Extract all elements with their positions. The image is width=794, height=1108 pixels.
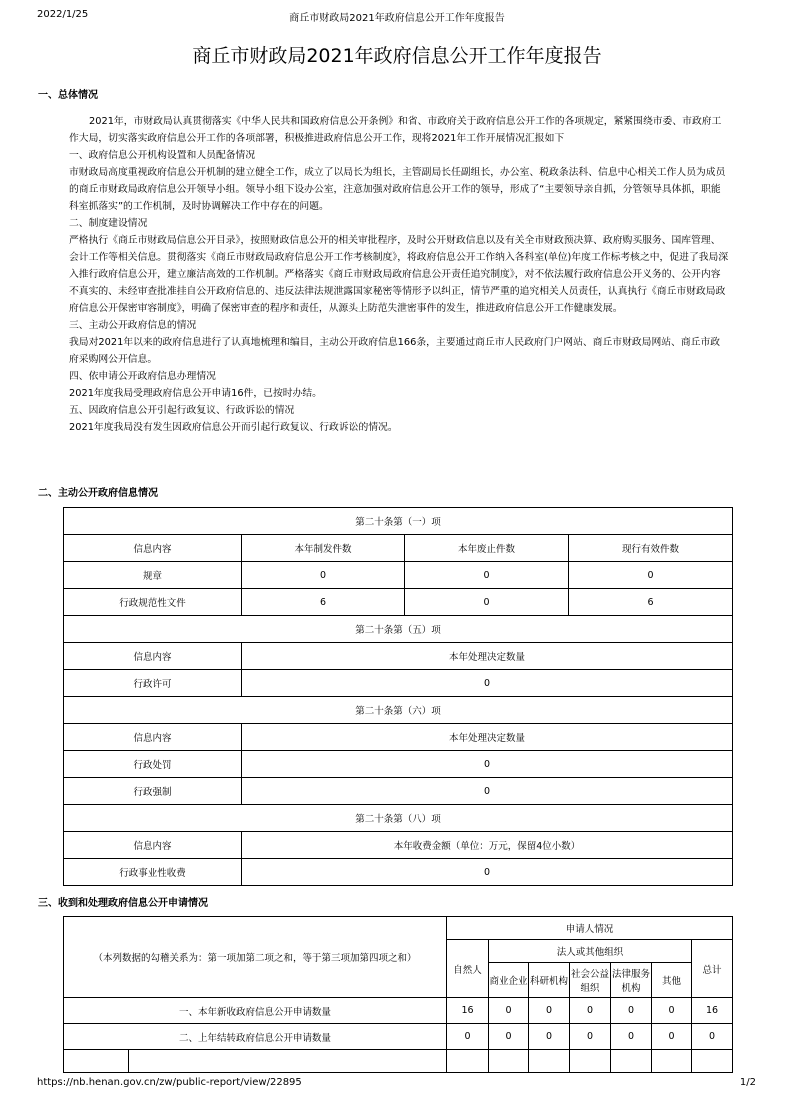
- proactive-disclosure-table: [63, 507, 733, 886]
- table-cell: 0: [529, 998, 570, 1024]
- table-section-title: 第二十条第（一）项: [64, 508, 733, 535]
- print-date: 2022/1/25: [37, 9, 89, 20]
- overview-subheading: 四、依申请公开政府信息办理情况: [69, 371, 216, 382]
- section-heading-proactive: 二、主动公开政府信息情况: [38, 488, 158, 499]
- table-cell: 规章: [64, 562, 242, 589]
- overview-subheading: 一、政府信息公开机构设置和人员配备情况: [69, 150, 256, 161]
- column-header: 科研机构: [529, 963, 570, 998]
- table-cell: 0: [570, 1024, 611, 1050]
- column-header: 本年收费金额（单位：万元，保留4位小数）: [242, 832, 733, 859]
- table-cell: 0: [242, 778, 733, 805]
- print-header-title: 商丘市财政局2021年政府信息公开工作年度报告: [289, 13, 505, 24]
- table-cell: 0: [242, 751, 733, 778]
- table-cell: 0: [405, 589, 569, 616]
- column-header: 本年处理决定数量: [242, 643, 733, 670]
- overview-body: [69, 113, 729, 436]
- table-cell: 0: [570, 998, 611, 1024]
- column-header: 现行有效件数: [569, 535, 733, 562]
- overview-paragraph: 市财政局高度重视政府信息公开机制的建立健全工作，成立了以局长为组长，主管副局长任副组长，办公室、税政条法科、信息中心相关工作人员为成员的商丘市财政局政府信息公开领导小组。领导小组下设办公室，注意加强对政府信息公开工作的领导，形成了“主要领导亲自抓，分管领导具体抓，职能科室抓落实”的工作机制，及时协调解决工作中存在的问题。: [69, 167, 726, 212]
- row-label: 二、上年结转政府信息公开申请数量: [64, 1024, 447, 1050]
- table-row: [64, 998, 733, 1024]
- overview-paragraph: 2021年，市财政局认真贯彻落实《中华人民共和国政府信息公开条例》和省、市政府关于政府信息公开工作的各项规定，紧紧围绕市委、市政府工作大局，切实落实政府信息公开工作的各项部署，积极推进政府信息公开工作，现将2021年工作开展情况汇报如下: [69, 116, 722, 144]
- table-section-title: 第二十条第（八）项: [64, 805, 733, 832]
- table-cell: 0: [652, 998, 692, 1024]
- column-header: 本年废止件数: [405, 535, 569, 562]
- table-cell: 0: [242, 859, 733, 886]
- table-cell: [447, 1050, 489, 1073]
- table-cell: 16: [447, 998, 489, 1024]
- natural-person-header: 自然人: [447, 940, 489, 998]
- table-row: [64, 778, 733, 805]
- table-cell: 6: [242, 589, 405, 616]
- table-section-title: 第二十条第（五）项: [64, 616, 733, 643]
- column-header: 社会公益组织: [570, 963, 611, 998]
- table-cell: 0: [447, 1024, 489, 1050]
- table-cell: 0: [489, 998, 529, 1024]
- column-header: 信息内容: [64, 643, 242, 670]
- table-cell: 0: [611, 998, 652, 1024]
- table-cell: 0: [611, 1024, 652, 1050]
- table-cell: 行政许可: [64, 670, 242, 697]
- column-header: 本年制发件数: [242, 535, 405, 562]
- table-cell: [129, 1050, 447, 1073]
- legal-person-header: 法人或其他组织: [489, 940, 692, 963]
- column-header: 商业企业: [489, 963, 529, 998]
- overview-subheading: 五、因政府信息公开引起行政复议、行政诉讼的情况: [69, 405, 295, 416]
- section-heading-requests: 三、收到和处理政府信息公开申请情况: [38, 898, 208, 909]
- table-cell: 行政规范性文件: [64, 589, 242, 616]
- column-header: 本年处理决定数量: [242, 724, 733, 751]
- column-header: 其他: [652, 963, 692, 998]
- table-cell: 行政处罚: [64, 751, 242, 778]
- row-label: 一、本年新收政府信息公开申请数量: [64, 998, 447, 1024]
- overview-paragraph: 我局对2021年以来的政府信息进行了认真地梳理和编目，主动公开政府信息166条，主要通过商丘市人民政府门户网站、商丘市财政局网站、商丘市政府采购网公开信息。: [69, 337, 721, 365]
- table-cell: 0: [529, 1024, 570, 1050]
- overview-subheading: 三、主动公开政府信息的情况: [69, 320, 197, 331]
- overview-paragraph: 严格执行《商丘市财政局信息公开目录》，按照财政信息公开的相关审批程序，及时公开财政信息以及有关全市财政预决算、政府购买服务、国库管理、会计工作等相关信息。贯彻落实《商丘市财政局政府信息公开工作考核制度》，将政府信息公开工作纳入各科室(单位)年度工作标考核之中，促进了我局深入推行政府信息公开，建立廉洁高效的工作机制。严格落实《商丘市财政局政府信息公开责任追究制度》，对不依法履行政府信息公开义务的、公开内容不真实的、未经审查批准挂自公开政府信息的、违反法律法规泄露国家秘密等情形予以纠正，情节严重的追究相关人员责任，认真执行《商丘市财政局政府信息公开保密审容制度》，明确了保密审查的程序和责任，从源头上防范失泄密事件的发生，推进政府信息公开工作健康发展。: [69, 235, 729, 314]
- table-cell: 0: [569, 562, 733, 589]
- table-cell: 0: [489, 1024, 529, 1050]
- column-header: 法律服务机构: [611, 963, 652, 998]
- table-cell: 6: [569, 589, 733, 616]
- table-cell: 0: [692, 1024, 733, 1050]
- column-header: 信息内容: [64, 832, 242, 859]
- column-header: 信息内容: [64, 724, 242, 751]
- table-cell: 0: [242, 670, 733, 697]
- table-row: [64, 751, 733, 778]
- table-cell: [529, 1050, 570, 1073]
- applicant-header: 申请人情况: [447, 917, 733, 940]
- table-cell: [692, 1050, 733, 1073]
- column-header: 信息内容: [64, 535, 242, 562]
- overview-paragraph: 2021年度我局受理政府信息公开申请16件，已按时办结。: [69, 388, 322, 399]
- table-row: [64, 589, 733, 616]
- table-cell: 0: [405, 562, 569, 589]
- table-cell: [64, 1050, 129, 1073]
- table-row: [64, 859, 733, 886]
- print-page-number: 1/2: [739, 1077, 756, 1088]
- table-row: [64, 562, 733, 589]
- requests-table: [63, 916, 733, 1073]
- overview-subheading: 二、制度建设情况: [69, 218, 148, 229]
- total-header: 总计: [692, 940, 733, 998]
- table-row: [64, 1024, 733, 1050]
- page-title: 商丘市财政局2021年政府信息公开工作年度报告: [192, 45, 602, 67]
- table-cell: [489, 1050, 529, 1073]
- table-cell: 16: [692, 998, 733, 1024]
- table-cell: 行政事业性收费: [64, 859, 242, 886]
- table-section-title: 第二十条第（六）项: [64, 697, 733, 724]
- table-cell: 0: [242, 562, 405, 589]
- print-footer-url: https://nb.henan.gov.cn/zw/public-report/view/22895: [37, 1077, 302, 1088]
- table-row: [64, 670, 733, 697]
- overview-paragraph: 2021年度我局没有发生因政府信息公开而引起行政复议、行政诉讼的情况。: [69, 422, 398, 433]
- table-row: [64, 1050, 733, 1073]
- section-heading-overview: 一、总体情况: [38, 90, 98, 101]
- table-cell: 0: [652, 1024, 692, 1050]
- table-cell: [652, 1050, 692, 1073]
- requests-note: （本列数据的勾稽关系为：第一项加第二项之和，等于第三项加第四项之和）: [64, 917, 447, 998]
- table-cell: [611, 1050, 652, 1073]
- table-cell: [570, 1050, 611, 1073]
- table-cell: 行政强制: [64, 778, 242, 805]
